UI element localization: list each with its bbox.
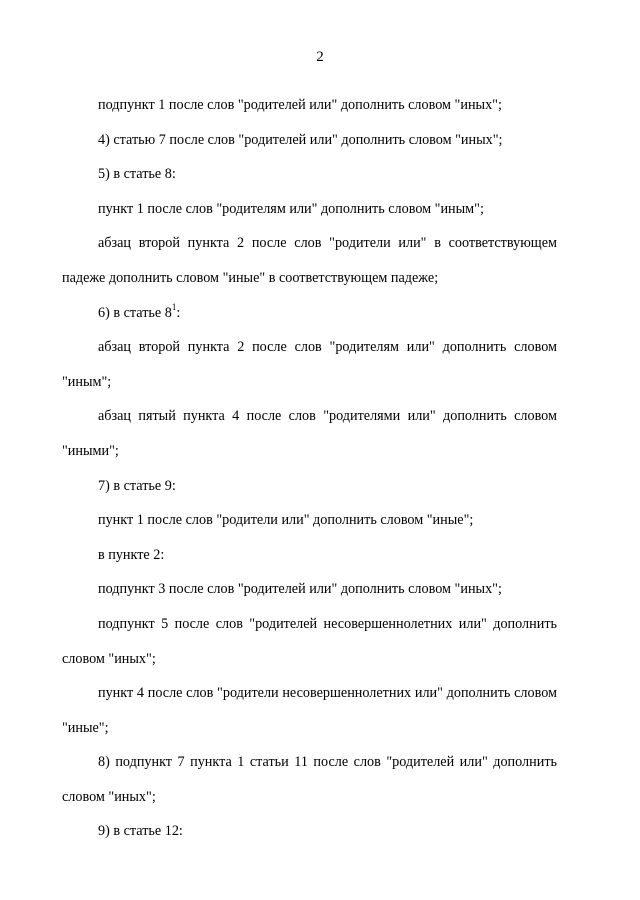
paragraph: абзац второй пункта 2 после слов "родителям или" дополнить словом "иным"; bbox=[62, 339, 557, 390]
paragraph: абзац второй пункта 2 после слов "родители или" в соответствующем падеже дополнить словом "иные" в соответствующем падеже; bbox=[62, 235, 557, 286]
paragraph: 5) в статье 8: bbox=[98, 166, 176, 183]
page-number: 2 bbox=[316, 49, 324, 65]
document-body bbox=[62, 88, 557, 849]
paragraph-with-superscript bbox=[62, 296, 557, 331]
paragraph-text: 6) в статье 8 bbox=[98, 304, 172, 321]
paragraph: 4) статью 7 после слов "родителей или" дополнить словом "иных"; bbox=[98, 131, 503, 148]
paragraph: пункт 1 после слов "родителям или" дополнить словом "иным"; bbox=[98, 200, 484, 217]
paragraph: абзац пятый пункта 4 после слов "родителями или" дополнить словом "иными"; bbox=[62, 408, 557, 459]
paragraph: пункт 1 после слов "родители или" дополнить словом "иные"; bbox=[98, 512, 474, 529]
paragraph: подпункт 5 после слов "родителей несовершеннолетних или" дополнить словом "иных"; bbox=[62, 615, 557, 667]
paragraph: 8) подпункт 7 пункта 1 статьи 11 после слов "родителей или" дополнить словом "иных"; bbox=[62, 754, 557, 805]
paragraph: в пункте 2: bbox=[98, 546, 165, 563]
paragraph: 7) в статье 9: bbox=[98, 477, 176, 494]
paragraph: подпункт 3 после слов "родителей или" дополнить словом "иных"; bbox=[98, 581, 502, 598]
paragraph: пункт 4 после слов "родители несовершеннолетних или" дополнить словом "иные"; bbox=[62, 685, 557, 736]
superscript: 1 bbox=[171, 301, 177, 312]
paragraph: 9) в статье 12: bbox=[98, 823, 183, 840]
paragraph: подпункт 1 после слов "родителей или" дополнить словом "иных"; bbox=[98, 97, 502, 113]
paragraph-text-end: : bbox=[176, 304, 181, 321]
